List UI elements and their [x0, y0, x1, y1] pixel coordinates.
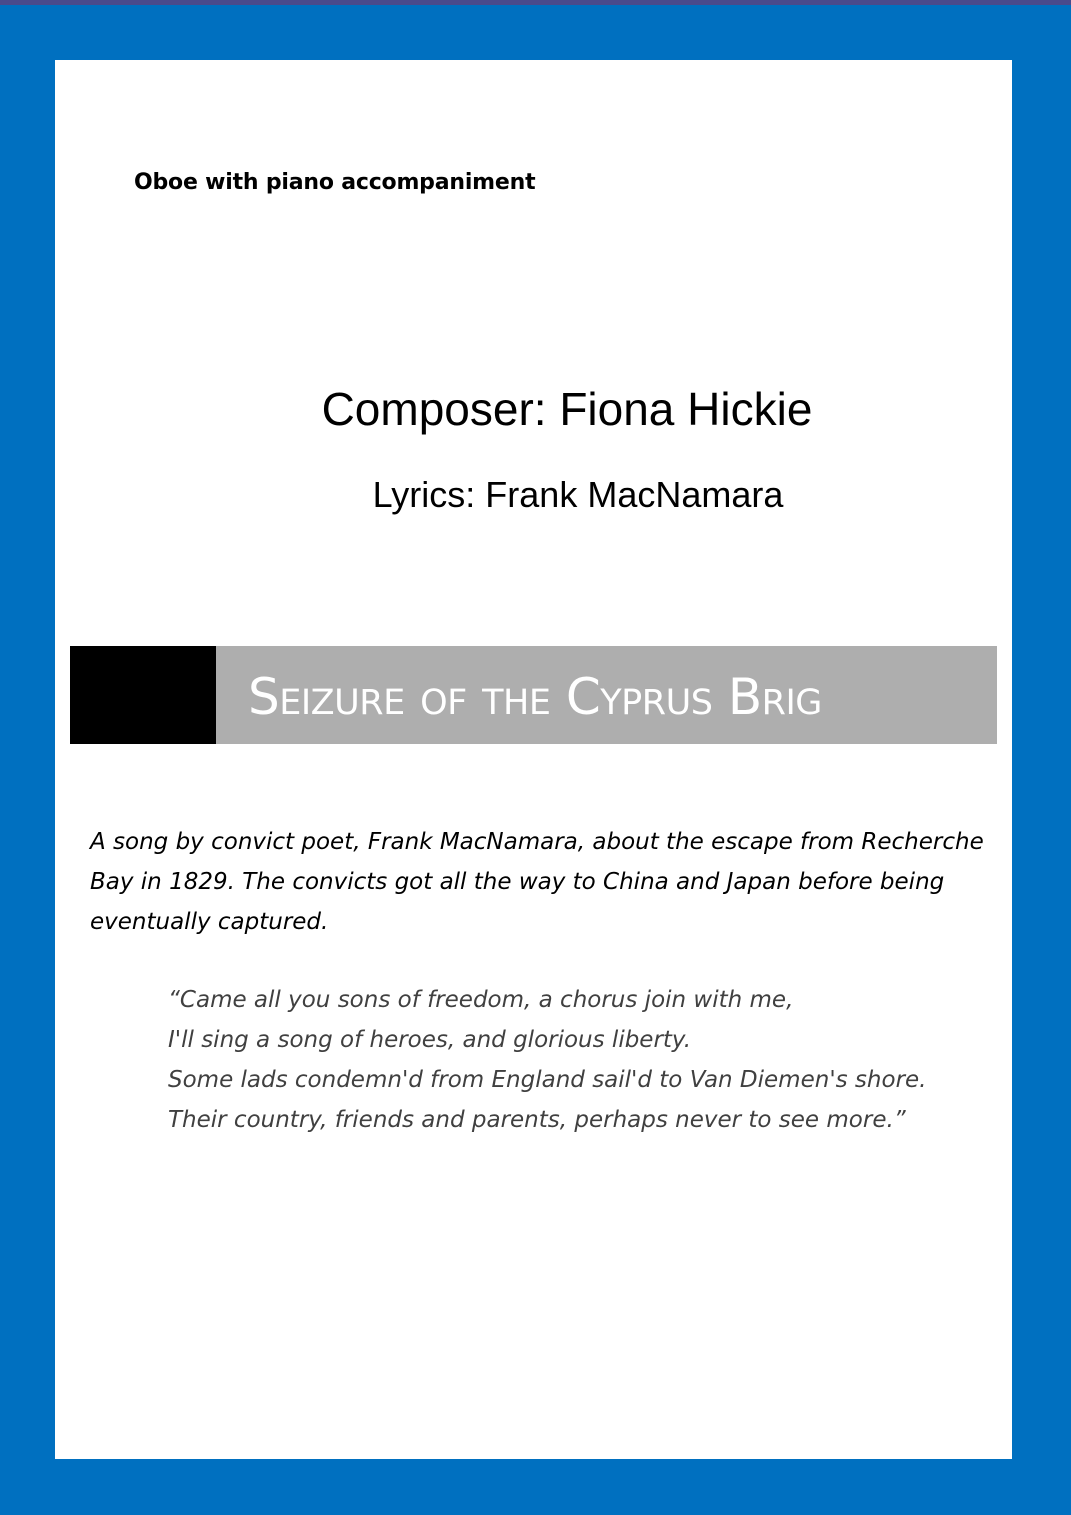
- verse-line: Some lads condemn'd from England sail'd to Van Diemen's shore.: [168, 1067, 927, 1093]
- lyricist-credit: Lyrics: Frank MacNamara: [372, 474, 784, 515]
- composer-credit: Composer: Fiona Hickie: [321, 383, 813, 435]
- cover-page: [55, 60, 1012, 1459]
- verse-line: “Came all you sons of freedom, a chorus join with me,: [168, 987, 794, 1013]
- top-edge-strip: [0, 0, 1071, 5]
- verse-line: Their country, friends and parents, perhaps never to see more.”: [168, 1107, 906, 1133]
- instrumentation-label: Oboe with piano accompaniment: [134, 170, 536, 195]
- verse-line: I'll sing a song of heroes, and glorious liberty.: [168, 1027, 692, 1053]
- song-title: Seizure of the Cyprus Brig: [248, 668, 822, 726]
- title-banner-band: [216, 646, 997, 744]
- verse-excerpt: [168, 980, 968, 1140]
- title-banner-block: [70, 646, 216, 744]
- title-banner: [70, 646, 997, 744]
- song-description: A song by convict poet, Frank MacNamara, about the escape from Recherche Bay in 1829. The convicts got all the way to China and Japan before being eventually captured.: [90, 829, 984, 935]
